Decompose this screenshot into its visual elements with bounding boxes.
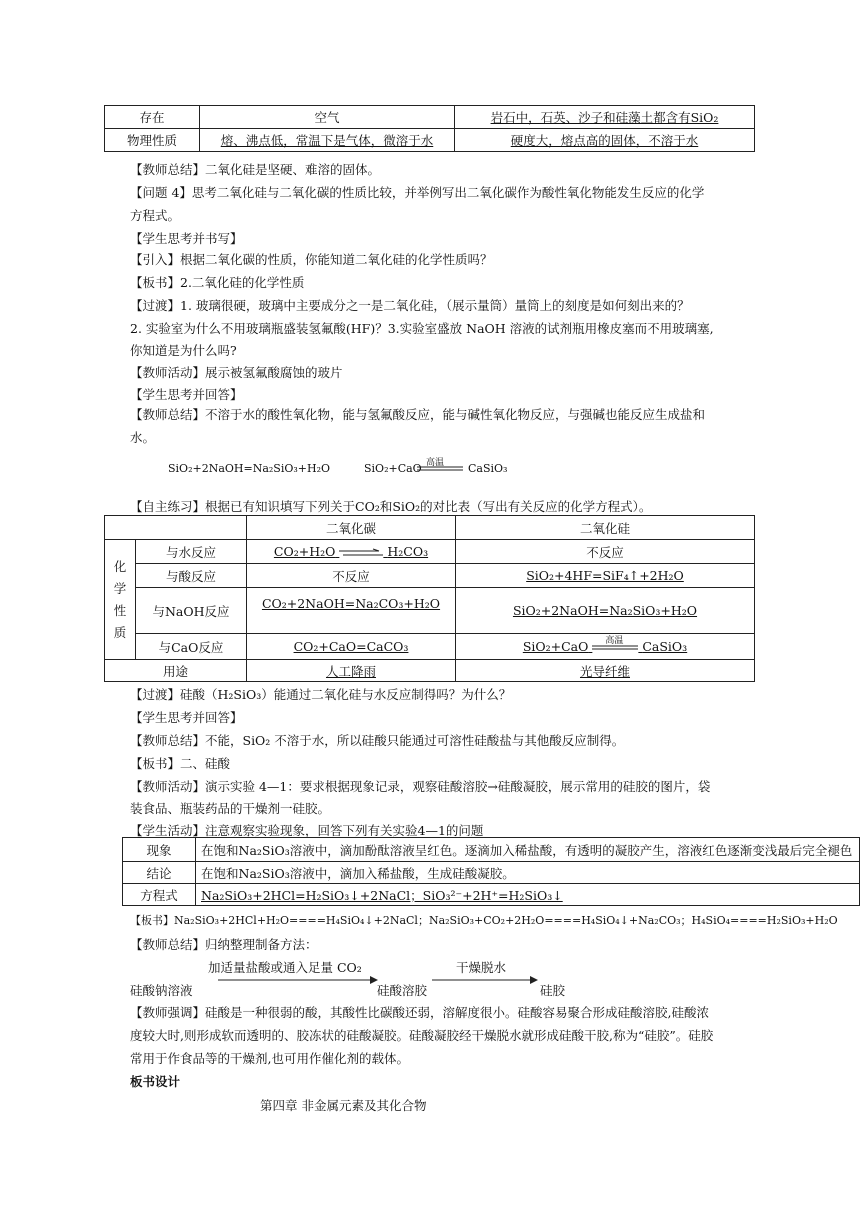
- co2-cell: 人工降雨: [247, 660, 456, 682]
- co2-cell: CO₂+2NaOH=Na₂CO₃+H₂O: [247, 588, 456, 634]
- flow-step-label: 加适量盐酸或通入足量 CO₂: [208, 960, 362, 975]
- paragraph: 【学生思考并回答】: [130, 387, 243, 402]
- flow-node: 硅酸钠溶液: [130, 983, 193, 998]
- row-label: 与酸反应: [136, 564, 247, 588]
- sio2-cell: 硬度大，熔点高的固体，不溶于水: [455, 129, 755, 152]
- experiment-table: [122, 837, 860, 906]
- header-co2: 二氧化碳: [247, 516, 456, 540]
- paragraph: 【引入】根据二氧化碳的性质，你能知道二氧化硅的化学性质吗？: [130, 252, 493, 267]
- paragraph: 【问题 4】思考二氧化硅与二氧化碳的性质比较，并举例写出二氧化碳作为酸性氧化物能发生反应的化学: [130, 185, 705, 200]
- paragraph: 装食品、瓶装药品的干燥剂一硅胶。: [130, 801, 331, 816]
- sio2-cell: SiO₂+4HF=SiF₄↑+2H₂O: [456, 564, 755, 588]
- paragraph: 你知道是为什么吗?: [130, 343, 237, 358]
- equation-cell: Na₂SiO₃+2HCl=H₂SiO₃↓+2NaCl；SiO₃²⁻+2H⁺=H₂SiO₃↓: [196, 884, 860, 906]
- co2-cell: CO₂+H₂O H₂CO₃: [247, 540, 456, 564]
- section-heading: 板书设计: [130, 1074, 181, 1089]
- row-label: 结论: [123, 862, 196, 884]
- row-label: 存在: [105, 106, 200, 129]
- paragraph: 常用于作食品等的干燥剂,也可用作催化剂的载体。: [130, 1051, 409, 1066]
- reversible-arrow-icon: [339, 549, 383, 557]
- paragraph: 【教师活动】演示实验 4—1：要求根据现象记录，观察硅酸溶胶→硅酸凝胶，展示常用的硅胶的图片，袋: [130, 779, 711, 794]
- co2-cell: 空气: [200, 106, 455, 129]
- paragraph: 【教师强调】硅酸是一种很弱的酸，其酸性比碳酸还弱，溶解度很小。硅酸容易聚合形成硅酸溶胶,硅酸浓: [130, 1005, 709, 1020]
- arrow-right-icon: [218, 976, 378, 984]
- paragraph: 【教师活动】展示被氢氟酸腐蚀的玻片: [130, 365, 343, 380]
- group-label: 化学性质: [105, 540, 136, 660]
- equation: SiO₂+CaO: [364, 462, 422, 475]
- row-label: 方程式: [123, 884, 196, 906]
- sio2-cell: SiO₂+2NaOH=Na₂SiO₃+H₂O: [456, 588, 755, 634]
- paragraph: 【教师总结】二氧化硅是坚硬、难溶的固体。: [130, 162, 381, 177]
- co2-cell: 不反应: [247, 564, 456, 588]
- paragraph: 方程式。: [130, 208, 181, 223]
- paragraph: 【过渡】硅酸（H₂SiO₃）能通过二氧化硅与水反应制得吗？为什么？: [130, 687, 512, 702]
- sio2-cell: SiO₂+CaO 高温 CaSiO₃: [456, 634, 755, 660]
- row-label: 与CaO反应: [136, 634, 247, 660]
- observation-cell: 在饱和Na₂SiO₃溶液中，滴加酚酞溶液呈红色。逐滴加入稀盐酸，有透明的凝胶产生，溶液红色逐渐变浅最后完全褪色: [196, 838, 860, 862]
- sio2-cell: 岩石中，石英、沙子和硅藻土都含有SiO₂: [455, 106, 755, 129]
- paragraph: 水。: [130, 430, 156, 445]
- row-label: 物理性质: [105, 129, 200, 152]
- sio2-cell: 不反应: [456, 540, 755, 564]
- paragraph: 【学生思考并回答】: [130, 710, 243, 725]
- paragraph: 度较大时,则形成软而透明的、胶冻状的硅酸凝胶。硅酸凝胶经干燥脱水就形成硅酸干胶,称为“硅胶”。硅胶: [130, 1028, 714, 1043]
- condition-label: 高温: [426, 458, 445, 468]
- paragraph: 【板书】2.二氧化硅的化学性质: [130, 275, 305, 290]
- paragraph: 【教师总结】不能，SiO₂ 不溶于水，所以硅酸只能通过可溶性硅酸盐与其他酸反应制得。: [130, 733, 625, 748]
- paragraph: 【板书】二、硅酸: [130, 756, 231, 771]
- paragraph: 【教师总结】归纳整理制备方法：: [130, 937, 318, 952]
- row-label: 与水反应: [136, 540, 247, 564]
- co2-cell: 熔、沸点低，常温下是气体，微溶于水: [200, 129, 455, 152]
- row-label: 用途: [105, 660, 247, 682]
- equation: SiO₂+2NaOH=Na₂SiO₃+H₂O: [168, 462, 331, 475]
- flow-step-label: 干燥脱水: [456, 960, 507, 975]
- comparison-table-chemical: [104, 515, 755, 682]
- paragraph: 【板书】Na₂SiO₃+2HCl+H₂O====H₄SiO₄↓+2NaCl；Na₂SiO₃+CO₂+2H₂O====H₄SiO₄↓+Na₂CO₃；H₄SiO₄====H₂SiO₃+H₂O: [130, 914, 838, 927]
- chapter-title: 第四章 非金属元素及其化合物: [260, 1098, 427, 1113]
- sio2-cell: 光导纤维: [456, 660, 755, 682]
- row-label: 现象: [123, 838, 196, 862]
- paragraph: 【过渡】1. 玻璃很硬，玻璃中主要成分之一是二氧化硅，（展示量筒）量筒上的刻度是如何刻出来的？: [130, 298, 690, 313]
- paragraph: 2. 实验室为什么不用玻璃瓶盛装氢氟酸(HF)？3.实验室盛放 NaOH 溶液的试剂瓶用橡皮塞而不用玻璃塞,: [130, 321, 714, 336]
- paragraph: 【学生思考并书写】: [130, 231, 243, 246]
- equation: CaSiO₃: [468, 462, 508, 475]
- condition-label: 高温: [605, 635, 624, 646]
- co2-cell: CO₂+CaO=CaCO₃: [247, 634, 456, 660]
- row-label: 与NaOH反应: [136, 588, 247, 634]
- equals-sign-icon: [592, 645, 638, 651]
- header-sio2: 二氧化硅: [456, 516, 755, 540]
- arrow-right-icon: [432, 976, 538, 984]
- conclusion-cell: 在饱和Na₂SiO₃溶液中，滴加入稀盐酸，生成硅酸凝胶。: [196, 862, 860, 884]
- paragraph: 【自主练习】根据已有知识填写下列关于CO₂和SiO₂的对比表（写出有关反应的化学方程式）。: [130, 499, 652, 514]
- flow-node: 硅胶: [540, 983, 566, 998]
- comparison-table-top: [104, 105, 755, 152]
- paragraph: 【教师总结】不溶于水的酸性氧化物，能与氢氟酸反应，能与碱性氧化物反应，与强碱也能反应生成盐和: [130, 407, 706, 422]
- equals-sign-icon: [417, 466, 463, 472]
- flow-node: 硅酸溶胶: [377, 983, 428, 998]
- paragraph: 【学生活动】注意观察实验现象，回答下列有关实验4—1的问题: [130, 823, 484, 838]
